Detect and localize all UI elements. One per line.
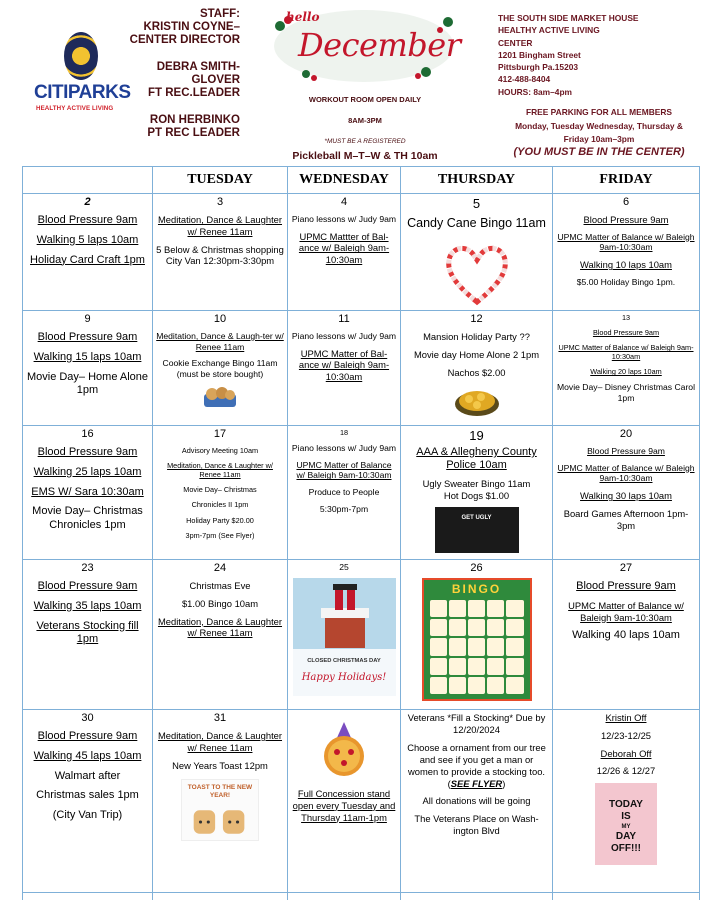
hello-december-banner	[266, 6, 462, 86]
event: Blood Pressure 9am	[37, 730, 138, 742]
day-number: 11	[338, 313, 350, 325]
citiparks-logo	[34, 30, 134, 120]
event: UPMC Matter of Bal-ance w/ Baleigh 9am-10:30am	[298, 347, 390, 383]
event: Ugly Sweater Bingo 11am	[422, 478, 531, 490]
day-number: 23	[81, 562, 94, 574]
day-cell	[401, 311, 553, 426]
event: Walking 5 laps 10am	[36, 233, 139, 246]
workout-room-info	[270, 94, 460, 148]
event: Walking 35 laps 10am	[33, 599, 142, 612]
event: Christmas Eve	[189, 580, 251, 591]
week-row	[23, 560, 700, 710]
day-cell	[288, 311, 401, 426]
event: 12/26 & 12/27	[596, 765, 656, 777]
event-text: )	[502, 777, 506, 789]
event: UPMC Mattter of Bal-ance w/ Baleigh 9am-10:30am	[298, 230, 390, 266]
parking-line: FREE PARKING FOR ALL MEMBERS	[526, 107, 672, 117]
day-cell	[288, 560, 401, 710]
logo-name-a: CITI	[34, 82, 68, 103]
day-number: 25	[339, 562, 349, 572]
toast-slices-icon	[182, 802, 258, 842]
day-cell	[153, 560, 288, 710]
day-cell	[153, 710, 288, 893]
workout-line: WORKOUT ROOM OPEN DAILY	[308, 95, 422, 104]
day-number: 3	[216, 196, 224, 208]
event: Blood Pressure 9am	[37, 331, 138, 343]
event: Holiday Party $20.00	[186, 515, 254, 525]
event: Walking 40 laps 10am	[572, 629, 680, 642]
day-off-image	[595, 783, 657, 865]
event: Candy Cane Bingo 11am	[407, 216, 546, 230]
event: (City Van Trip)	[52, 809, 123, 821]
day-number: 17	[213, 428, 227, 440]
event: UPMC Matter of Balance w/ Baleigh 9am-10:30am	[558, 343, 694, 362]
closed-text: CLOSED CHRISTMAS DAY	[307, 658, 381, 664]
event: Walking 25 laps 10am	[33, 465, 142, 478]
staff-line: PT REC LEADER	[147, 127, 240, 139]
day-cell	[288, 893, 401, 900]
event: EMS W/ Sara 10:30am	[31, 485, 144, 498]
see-flyer-link[interactable]: SEE FLYER	[450, 777, 503, 789]
event: Deborah Off	[600, 747, 652, 759]
weekday-header: WEDNESDAY	[288, 167, 401, 194]
day-cell	[553, 426, 700, 560]
staff-line: DEBRA SMITH-	[156, 61, 240, 73]
week-row	[23, 311, 700, 426]
event: UPMC Matter of Balance w/ Baleigh 9am-10:30am	[296, 459, 392, 481]
day-off-text: IS	[621, 811, 631, 822]
day-cell	[153, 194, 288, 311]
event: Blood Pressure 9am	[37, 580, 138, 592]
parking-line: Monday, Tuesday Wednesday, Thursday &	[515, 120, 683, 131]
event: UPMC Matter of Balance w/ Baleigh 9am-10:30am	[557, 231, 695, 253]
event: Chronicles II 1pm	[191, 500, 249, 510]
day-cell	[401, 560, 553, 710]
event: Board Games Afternoon 1pm-3pm	[563, 507, 689, 531]
event: Hot Dogs $1.00	[443, 490, 510, 502]
event: Walking 45 laps 10am	[33, 749, 142, 762]
day-cell	[553, 194, 700, 311]
staff-heading: STAFF:	[199, 8, 240, 20]
address-line: 1201 Bingham Street	[498, 49, 581, 60]
event: Blood Pressure 9am	[37, 446, 138, 458]
day-number: 13	[621, 313, 631, 322]
event: The Veterans Place on Wash-ington Blvd	[414, 813, 539, 836]
day-cell	[288, 426, 401, 560]
day-number: 26	[470, 562, 483, 574]
event: $5.00 Holiday Bingo 1pm.	[576, 276, 676, 287]
event: Blood Pressure 9am	[583, 214, 669, 225]
workout-note: *MUST BE A REGISTERED	[324, 138, 406, 145]
event: Walking 20 laps 10am	[590, 367, 662, 377]
day-number: 12	[470, 313, 483, 325]
event: Movie Day– Disney Christmas Carol 1pm	[556, 382, 696, 404]
event: Walking 30 laps 10am	[580, 490, 672, 502]
parking-line: Friday 10am–3pm	[563, 134, 635, 144]
staff-line: CENTER DIRECTOR	[129, 34, 240, 46]
event: Blood Pressure 9am	[587, 446, 665, 456]
event: Cookie Exchange Bingo 11am (must be store bought)	[162, 358, 278, 380]
week-row	[23, 426, 700, 560]
day-number: 20	[619, 428, 633, 440]
event: Veterans *Fill a Stocking* Due by 12/20/2024	[407, 712, 546, 736]
event: 5:30pm-7pm	[319, 503, 369, 514]
day-off-text: MY	[621, 824, 631, 830]
event: Meditation, Dance & Laughter w/ Renee 11am	[157, 615, 283, 639]
weekday-header-row	[23, 167, 700, 194]
event: Piano lessons w/ Judy 9am	[291, 214, 397, 224]
staff-block	[128, 8, 240, 154]
day-cell	[23, 194, 153, 311]
event: Kristin Off	[605, 712, 647, 723]
event: Piano lessons w/ Judy 9am	[291, 443, 397, 453]
day-cell	[553, 311, 700, 426]
event: Full Concession stand open every Tuesday and Thursday 11am-1pm	[292, 788, 396, 823]
event: Holiday Card Craft 1pm	[30, 253, 145, 266]
logo-tagline: HEALTHY ACTIVE LIVING	[36, 105, 114, 112]
day-off-text: TODAY	[609, 799, 643, 810]
event: Movie Day– Christmas Chronicles 1pm	[32, 505, 143, 531]
event: Meditation, Dance & Laughter w/ Renee 11am	[167, 461, 273, 480]
event: Blood Pressure 9am	[592, 328, 660, 337]
center-address	[498, 12, 698, 98]
address-line: HEALTHY ACTIVE LIVING	[498, 25, 600, 36]
workout-hours: 8AM-3PM	[348, 116, 382, 125]
event: New Years Toast 12pm	[172, 759, 268, 771]
day-number: 9	[84, 313, 91, 325]
event: Veterans Stocking fill 1pm	[36, 619, 139, 646]
event: 5 Below & Christmas shopping City Van 12:30pm-3:30pm	[156, 243, 284, 267]
event: Meditation, Dance & Laughter w/ Renee 11am	[157, 214, 283, 237]
ugly-sweater-image	[435, 507, 519, 553]
day-number: 27	[619, 562, 633, 574]
weekday-header	[23, 167, 153, 194]
address-line: HOURS: 8am–4pm	[498, 86, 573, 97]
cookies-icon	[202, 386, 238, 408]
day-off-text: OFF!!!	[611, 843, 641, 854]
week-row	[23, 710, 700, 893]
event: Mansion Holiday Party ??	[423, 331, 530, 342]
event: $1.00 Bingo 10am	[181, 597, 259, 609]
closed-christmas-image	[293, 578, 396, 696]
day-cell	[401, 710, 553, 893]
day-cell	[23, 710, 153, 893]
event: Walmart after	[54, 769, 121, 782]
day-cell	[153, 893, 288, 900]
day-cell	[23, 893, 153, 900]
event: Movie Day– Home Alone 1pm	[26, 370, 149, 397]
day-cell	[401, 893, 553, 900]
week-row	[23, 194, 700, 311]
holidays-text: Happy Holidays!	[301, 672, 387, 683]
day-cell	[401, 426, 553, 560]
nachos-icon	[453, 384, 501, 418]
pickleball-info: Pickleball M–T–W & TH 10am	[292, 150, 438, 162]
staff-line: KRISTIN COYNE–	[143, 21, 240, 33]
address-line: CENTER	[498, 37, 533, 48]
event: Nachos $2.00	[447, 366, 506, 378]
event: 12/23-12/25	[600, 729, 652, 741]
day-cell	[553, 893, 700, 900]
event: Meditation, Dance & Laugh-ter w/ Renee 11am	[156, 331, 284, 352]
event: UPMC Matter of Balance w/ Baleigh 9am-10:30am	[568, 599, 684, 623]
bingo-title: BINGO	[451, 582, 502, 596]
candy-cane-heart-icon	[441, 238, 513, 308]
staff-line: GLOVER	[191, 74, 240, 86]
day-number: 31	[213, 712, 227, 724]
event: Advisory Meeting 10am	[181, 446, 259, 455]
center-requirement: (YOU MUST BE IN THE CENTER)	[513, 146, 685, 158]
day-number: 16	[81, 428, 94, 440]
staff-line: RON HERBINKO	[149, 114, 240, 126]
event: UPMC Matter of Balance w/ Baleigh 9am-10:30am	[557, 462, 695, 484]
day-cell	[153, 426, 288, 560]
day-cell	[288, 710, 401, 893]
event: Blood Pressure 9am	[37, 214, 138, 226]
event: Blood Pressure 9am	[576, 580, 676, 592]
event: Movie Day– Christmas	[183, 485, 257, 495]
free-parking	[495, 106, 703, 147]
day-number: 18	[339, 428, 349, 437]
day-number: 5	[472, 196, 481, 211]
new-year-toast-image	[181, 779, 259, 841]
day-number: 19	[469, 428, 484, 443]
event: Movie day Home Alone 2 1pm	[413, 348, 540, 360]
day-cell	[23, 311, 153, 426]
day-number: 10	[213, 313, 227, 325]
day-off-text: DAY	[615, 831, 637, 842]
event: All donations will be going	[422, 795, 531, 807]
chimney-santa-icon	[293, 578, 396, 658]
day-cell	[288, 194, 401, 311]
event: AAA & Allegheny County Police 10am	[416, 446, 537, 472]
ugly-sweater-text: GET UGLY	[461, 515, 492, 522]
week-row	[23, 893, 700, 900]
toast-text: TOAST TO THE NEW YEAR!	[187, 784, 253, 800]
december-calendar	[22, 166, 700, 900]
weekday-header: FRIDAY	[553, 167, 700, 194]
banner-hello: hello	[286, 10, 320, 24]
weekday-header: THURSDAY	[401, 167, 553, 194]
address-line: Pittsburgh Pa.15203	[498, 62, 579, 73]
event: Piano lessons w/ Judy 9am	[291, 331, 397, 341]
bingo-grid	[430, 600, 524, 694]
christmas-bingo-card	[422, 578, 532, 701]
banner-month: December	[298, 26, 461, 64]
day-number: 24	[213, 562, 227, 574]
event: Walking 10 laps 10am	[580, 259, 672, 271]
day-number: 6	[622, 196, 630, 208]
day-number: 4	[340, 196, 348, 208]
staff-line: FT REC.LEADER	[148, 87, 240, 99]
day-cell	[553, 710, 700, 893]
event: Christmas sales 1pm	[36, 789, 139, 802]
day-cell	[23, 426, 153, 560]
day-cell	[153, 311, 288, 426]
address-line: THE SOUTH SIDE MARKET HOUSE	[498, 13, 639, 23]
logo-wordmark	[34, 82, 134, 104]
event: Produce to People	[308, 487, 380, 498]
weekday-header: TUESDAY	[153, 167, 288, 194]
event	[404, 742, 549, 789]
party-pizza-icon	[316, 718, 372, 782]
event: Walking 15 laps 10am	[33, 350, 142, 363]
logo-name-b: PARKS	[67, 82, 131, 103]
day-cell	[553, 560, 700, 710]
day-cell	[401, 194, 553, 311]
city-seal-icon	[64, 32, 98, 80]
day-number: 30	[81, 712, 94, 724]
day-cell	[23, 560, 153, 710]
day-number: 2	[84, 196, 91, 208]
event: Meditation, Dance & Laughter w/ Renee 11am	[157, 730, 283, 753]
address-line: 412-488-8404	[498, 74, 551, 85]
event-text: Choose a ornament from our tree and see if you get a man or women to provide a stocking too. (	[407, 742, 546, 789]
event: 3pm-7pm (See Flyer)	[185, 530, 255, 540]
